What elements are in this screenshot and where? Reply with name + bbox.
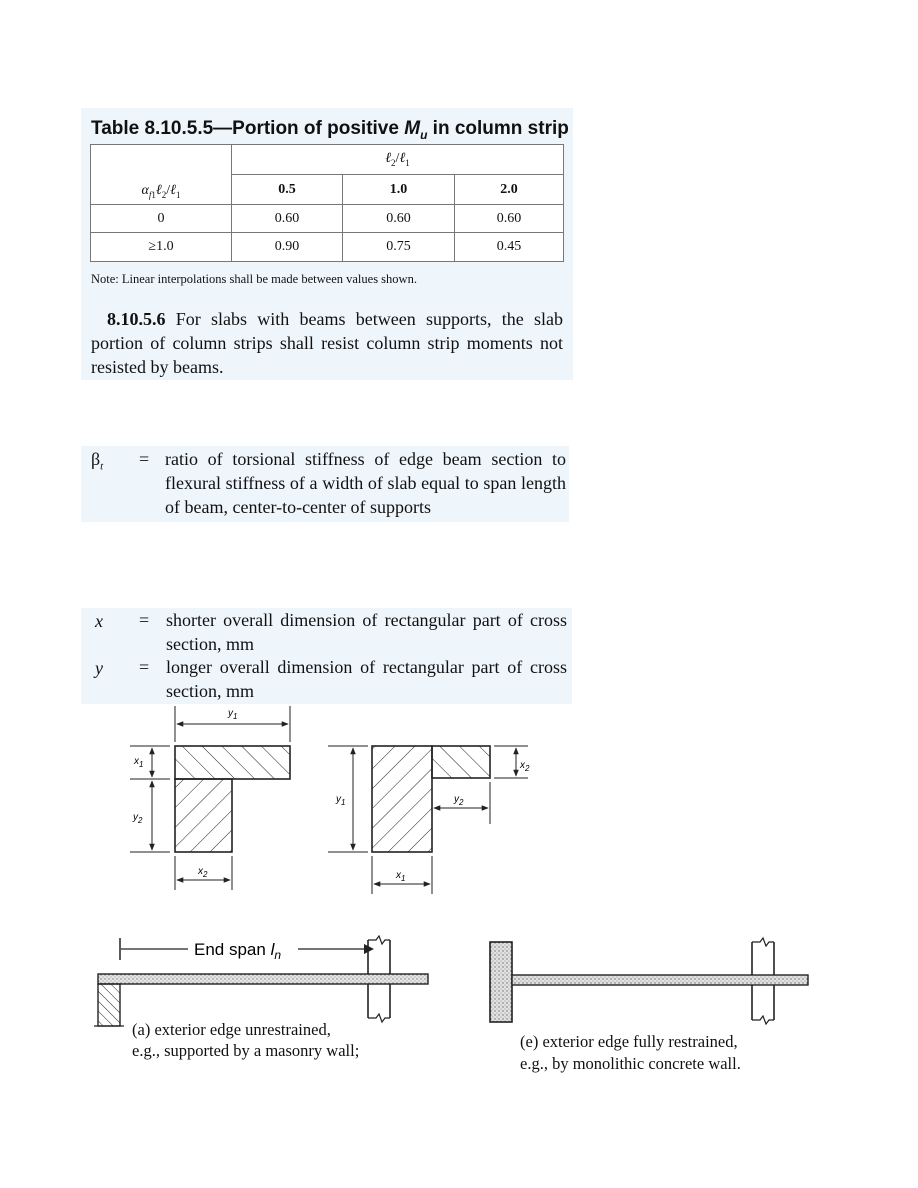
right-section [328,746,530,894]
definition-xy [81,608,572,704]
row-label: ≥1.0 [91,233,232,262]
l-section-figure [120,704,540,900]
definition-symbol: $\beta_t$ [91,449,104,473]
caption-a-line2: e.g., supported by a masonry wall; [132,1041,360,1060]
equals-sign: = [139,610,150,630]
dim-label-x1-right: $x_1$ [396,870,406,883]
table-row [91,205,564,233]
dim-label-y1-right: $y_1$ [336,794,346,807]
equals-sign: = [139,449,150,469]
top-header: ℓ$_2$/ℓ$_1$ [232,145,564,175]
table-row [91,233,564,262]
dim-label-y2-right: $y_2$ [454,794,464,807]
definition-symbol-y: y [95,658,103,678]
table-cell: 0.60 [343,205,455,233]
table-cell: 0.45 [455,233,564,262]
row-header-label: $\alpha_{f1}\ell_2/\ell_1$ [91,145,232,205]
dim-label-y2: $y_2$ [133,812,143,825]
dim-label-x2-right: $x_2$ [520,760,530,773]
row-label: 0 [91,205,232,233]
table-cell: 0.60 [232,205,343,233]
dim-label-x1: $x_1$ [134,756,144,769]
definition-text-x: shorter overall dimension of rectangular part of cross section, mm [166,610,567,654]
dim-label-y1: $y_1$ [228,708,238,721]
table-panel [81,108,573,380]
table-cell: 0.75 [343,233,455,262]
left-section [130,706,290,890]
definition-text: ratio of torsional stiffness of edge beam section to flexural stiffness of a width of slab equal to span length of beam, center-to-center of supports [165,449,566,517]
table-cell: 0.60 [455,205,564,233]
span-figure-e [486,934,814,1026]
table-note: Note: Linear interpolations shall be made between values shown. [91,272,417,286]
caption-e-line2: e.g., by monolithic concrete wall. [520,1054,741,1073]
column-header: 2.0 [455,175,564,205]
table-cell: 0.90 [232,233,343,262]
caption-a [132,1019,359,1061]
definition-text-y: longer overall dimension of rectangular part of cross section, mm [166,657,567,701]
caption-e [520,1031,741,1075]
column-header: 0.5 [232,175,343,205]
section-text: For slabs with beams between supports, the slab portion of column strips shall resist column strip moments not resisted by beams. [91,309,564,377]
caption-a-line1: (a) exterior edge unrestrained, [132,1020,331,1039]
caption-e-line1: (e) exterior edge fully restrained, [520,1032,738,1051]
definition-beta [81,446,569,522]
definition-symbol-x: x [95,611,103,631]
table-title: Table 8.10.5.5—Portion of positive $M_u$ in column strip [91,118,569,142]
column-header: 1.0 [343,175,455,205]
moment-table [90,144,564,262]
section-number: 8.10.5.6 [107,309,166,329]
equals-sign: = [139,657,150,677]
section-paragraph [91,307,563,379]
dim-label-x2: $x_2$ [198,866,208,879]
end-span-label: End span $l_n$ [194,940,282,962]
